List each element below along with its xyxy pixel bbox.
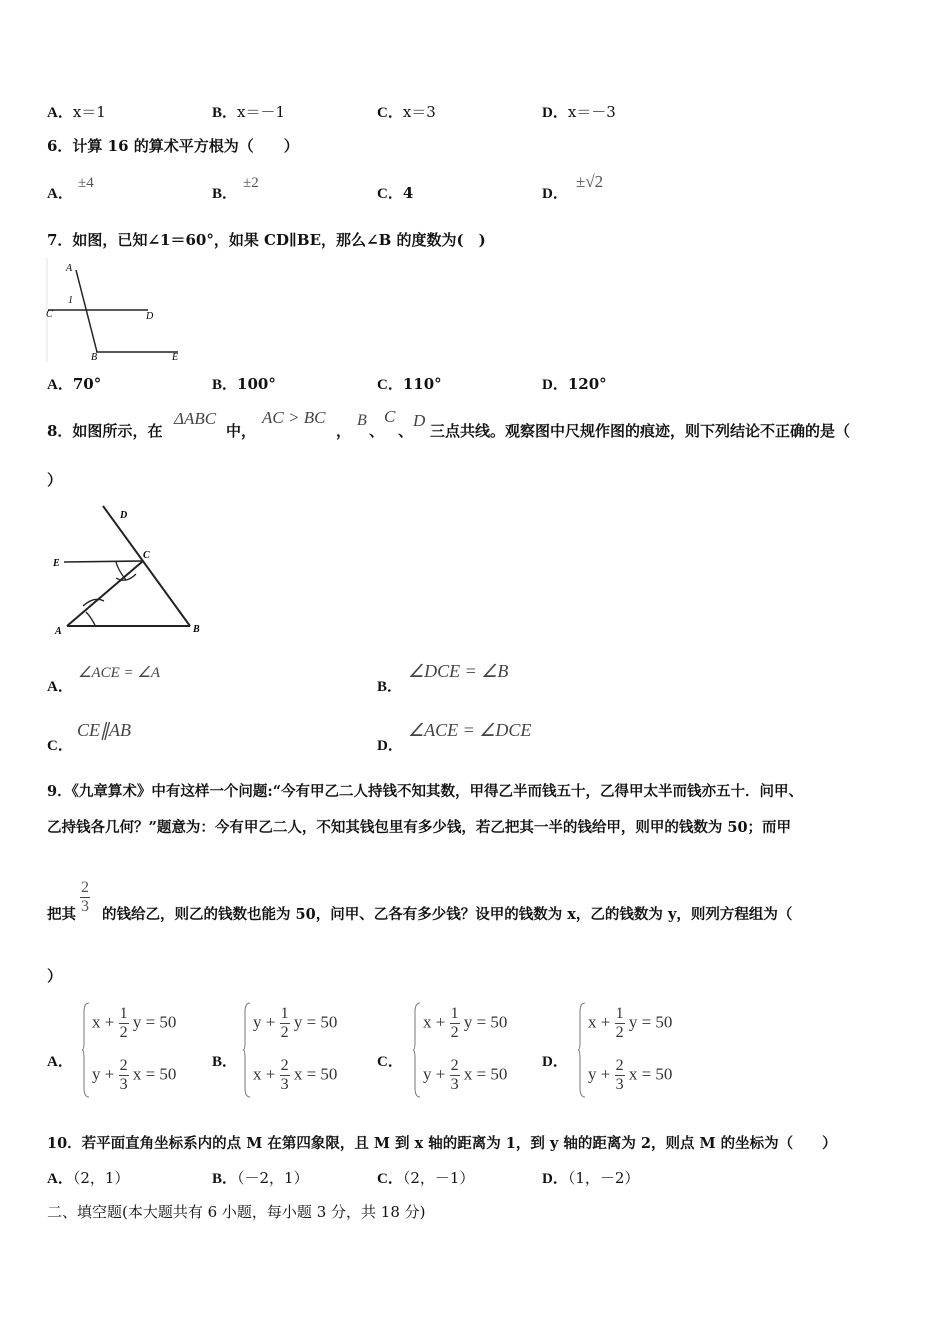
equation-row-1: x + $\frac{1}{2}$ y = 50 <box>588 1005 673 1041</box>
q6-stem: 6．计算 16 的算术平方根为（ ） <box>47 137 299 155</box>
line-ab <box>76 270 97 352</box>
q8-option-c-math: CE∥AB <box>77 720 131 740</box>
q7-option-a: A．70° <box>47 375 102 393</box>
q9-option-b: B． <box>212 1054 238 1070</box>
equation-row-1: x + $\frac{1}{2}$ y = 50 <box>423 1005 508 1041</box>
label-b: B <box>193 624 200 635</box>
q8-point-c: C <box>384 407 396 426</box>
q7-option-c: C．110° <box>377 375 442 393</box>
q8-sep1: 、 <box>369 422 385 440</box>
q9-line1: 9．《九章算术》中有这样一个问题:“今有甲乙二人持钱不知其数，甲得乙半而钱五十，乙得甲太半而钱亦五十．问甲、 <box>47 783 804 800</box>
equation-row-1: y + $\frac{1}{2}$ y = 50 <box>253 1005 338 1041</box>
equation-row-2: y + $\frac{2}{3}$ x = 50 <box>423 1057 508 1093</box>
q9-option-a-system <box>82 1002 192 1102</box>
q5-option-b: B．x＝－1 <box>212 103 286 121</box>
q8-suffix: 三点共线。观察图中尺规作图的痕迹，则下列结论不正确的是（ <box>430 422 851 440</box>
label-c: C <box>143 550 150 561</box>
q7-option-b: B．100° <box>212 375 276 393</box>
q8-sep2: 、 <box>398 422 414 440</box>
brace-icon <box>578 1002 586 1098</box>
q8-prefix: 8．如图所示，在 <box>47 422 163 440</box>
q5-option-a: A．x＝1 <box>47 103 106 121</box>
q9-line3-post: 的钱给乙，则乙的钱数也能为 50，问甲、乙各有多少钱？设甲的钱数为 x，乙的钱数为 y，则列方程组为（ <box>102 906 793 923</box>
q6-option-a: A． <box>47 186 73 202</box>
section-heading-fill-in: 二、填空题(本大题共有 6 小题，每小题 3 分，共 18 分) <box>47 1203 426 1221</box>
q9-option-d: D． <box>542 1054 568 1070</box>
q8-option-a-math: ∠ACE = ∠A <box>78 665 161 681</box>
label-1: 1 <box>68 295 73 306</box>
q10-option-a: A．（2，1） <box>47 1169 130 1187</box>
q9-line3-pre: 把其 <box>47 906 76 923</box>
q9-fraction: $\frac{2}{3}$ <box>81 879 89 915</box>
ray-ce <box>64 561 143 562</box>
q8-option-a: A． <box>47 679 73 695</box>
q9-option-a: A． <box>47 1054 73 1070</box>
label-d: D <box>120 510 128 521</box>
q7-figure <box>44 258 194 366</box>
q9-option-b-system <box>243 1002 353 1102</box>
q8-close: ） <box>47 471 63 489</box>
q8-figure <box>46 498 216 646</box>
label-e: E <box>53 558 60 569</box>
q7-option-d: D．120° <box>542 375 607 393</box>
label-d: D <box>146 311 154 322</box>
q8-triangle: ΔABC <box>174 409 217 428</box>
q9-option-c-system <box>413 1002 523 1102</box>
label-b: B <box>91 352 98 363</box>
q6-option-d: D． <box>542 186 568 202</box>
q6-option-b-math: ±2 <box>243 175 259 191</box>
q9-option-c: C． <box>377 1054 403 1070</box>
q8-option-d-math: ∠ACE = ∠DCE <box>408 720 532 740</box>
q8-point-d: D <box>413 411 426 430</box>
equation-row-2: y + $\frac{2}{3}$ x = 50 <box>92 1057 177 1093</box>
q8-point-b: B <box>357 412 367 429</box>
arc-angle-a <box>86 612 96 627</box>
q8-option-c: C． <box>47 738 73 754</box>
label-a: A <box>66 263 73 274</box>
q8-inequality: AC > BC <box>262 408 326 427</box>
equation-row-1: x + $\frac{1}{2}$ y = 50 <box>92 1005 177 1041</box>
q10-option-c: C．（2，－1） <box>377 1169 475 1187</box>
q5-option-d: D．x＝－3 <box>542 103 616 121</box>
line-ac <box>67 561 143 626</box>
q10-option-d: D．（1，－2） <box>542 1169 640 1187</box>
q9-close: ） <box>47 967 63 985</box>
equation-row-2: x + $\frac{2}{3}$ x = 50 <box>253 1057 338 1093</box>
arc-angle-c <box>116 562 126 580</box>
q6-option-b: B． <box>212 186 238 202</box>
q9-line2: 乙持钱各几何？”题意为：今有甲乙二人，不知其钱包里有多少钱，若乙把其一半的钱给甲，则甲的钱数为 50；而甲 <box>47 819 792 836</box>
brace-icon <box>82 1002 90 1098</box>
q6-option-c: C．4 <box>377 184 414 202</box>
equation-row-2: y + $\frac{2}{3}$ x = 50 <box>588 1057 673 1093</box>
q10-stem: 10．若平面直角坐标系内的点 M 在第四象限，且 M 到 x 轴的距离为 1，到 y 轴的距离为 2，则点 M 的坐标为（ ） <box>47 1135 837 1152</box>
brace-icon <box>243 1002 251 1098</box>
q8-option-b-math: ∠DCE = ∠B <box>408 661 509 681</box>
q8-mid1: 中， <box>226 422 257 440</box>
q9-option-d-system <box>578 1002 688 1102</box>
label-c: C <box>46 309 53 320</box>
q8-option-b: B． <box>377 679 403 695</box>
label-a: A <box>55 626 62 637</box>
q7-stem: 7．如图，已知∠1＝60°，如果 CD∥BE，那么∠B 的度数为( ) <box>47 231 486 249</box>
line-db <box>103 506 190 626</box>
q8-option-d: D． <box>377 738 403 754</box>
q6-option-a-math: ±4 <box>78 175 94 191</box>
q8-comma: ， <box>336 422 352 440</box>
q6-option-d-math: ±√2 <box>576 172 604 191</box>
q10-option-b: B．（－2，1） <box>212 1169 309 1187</box>
q5-option-c: C．x＝3 <box>377 103 436 121</box>
brace-icon <box>413 1002 421 1098</box>
label-e: E <box>172 352 179 363</box>
